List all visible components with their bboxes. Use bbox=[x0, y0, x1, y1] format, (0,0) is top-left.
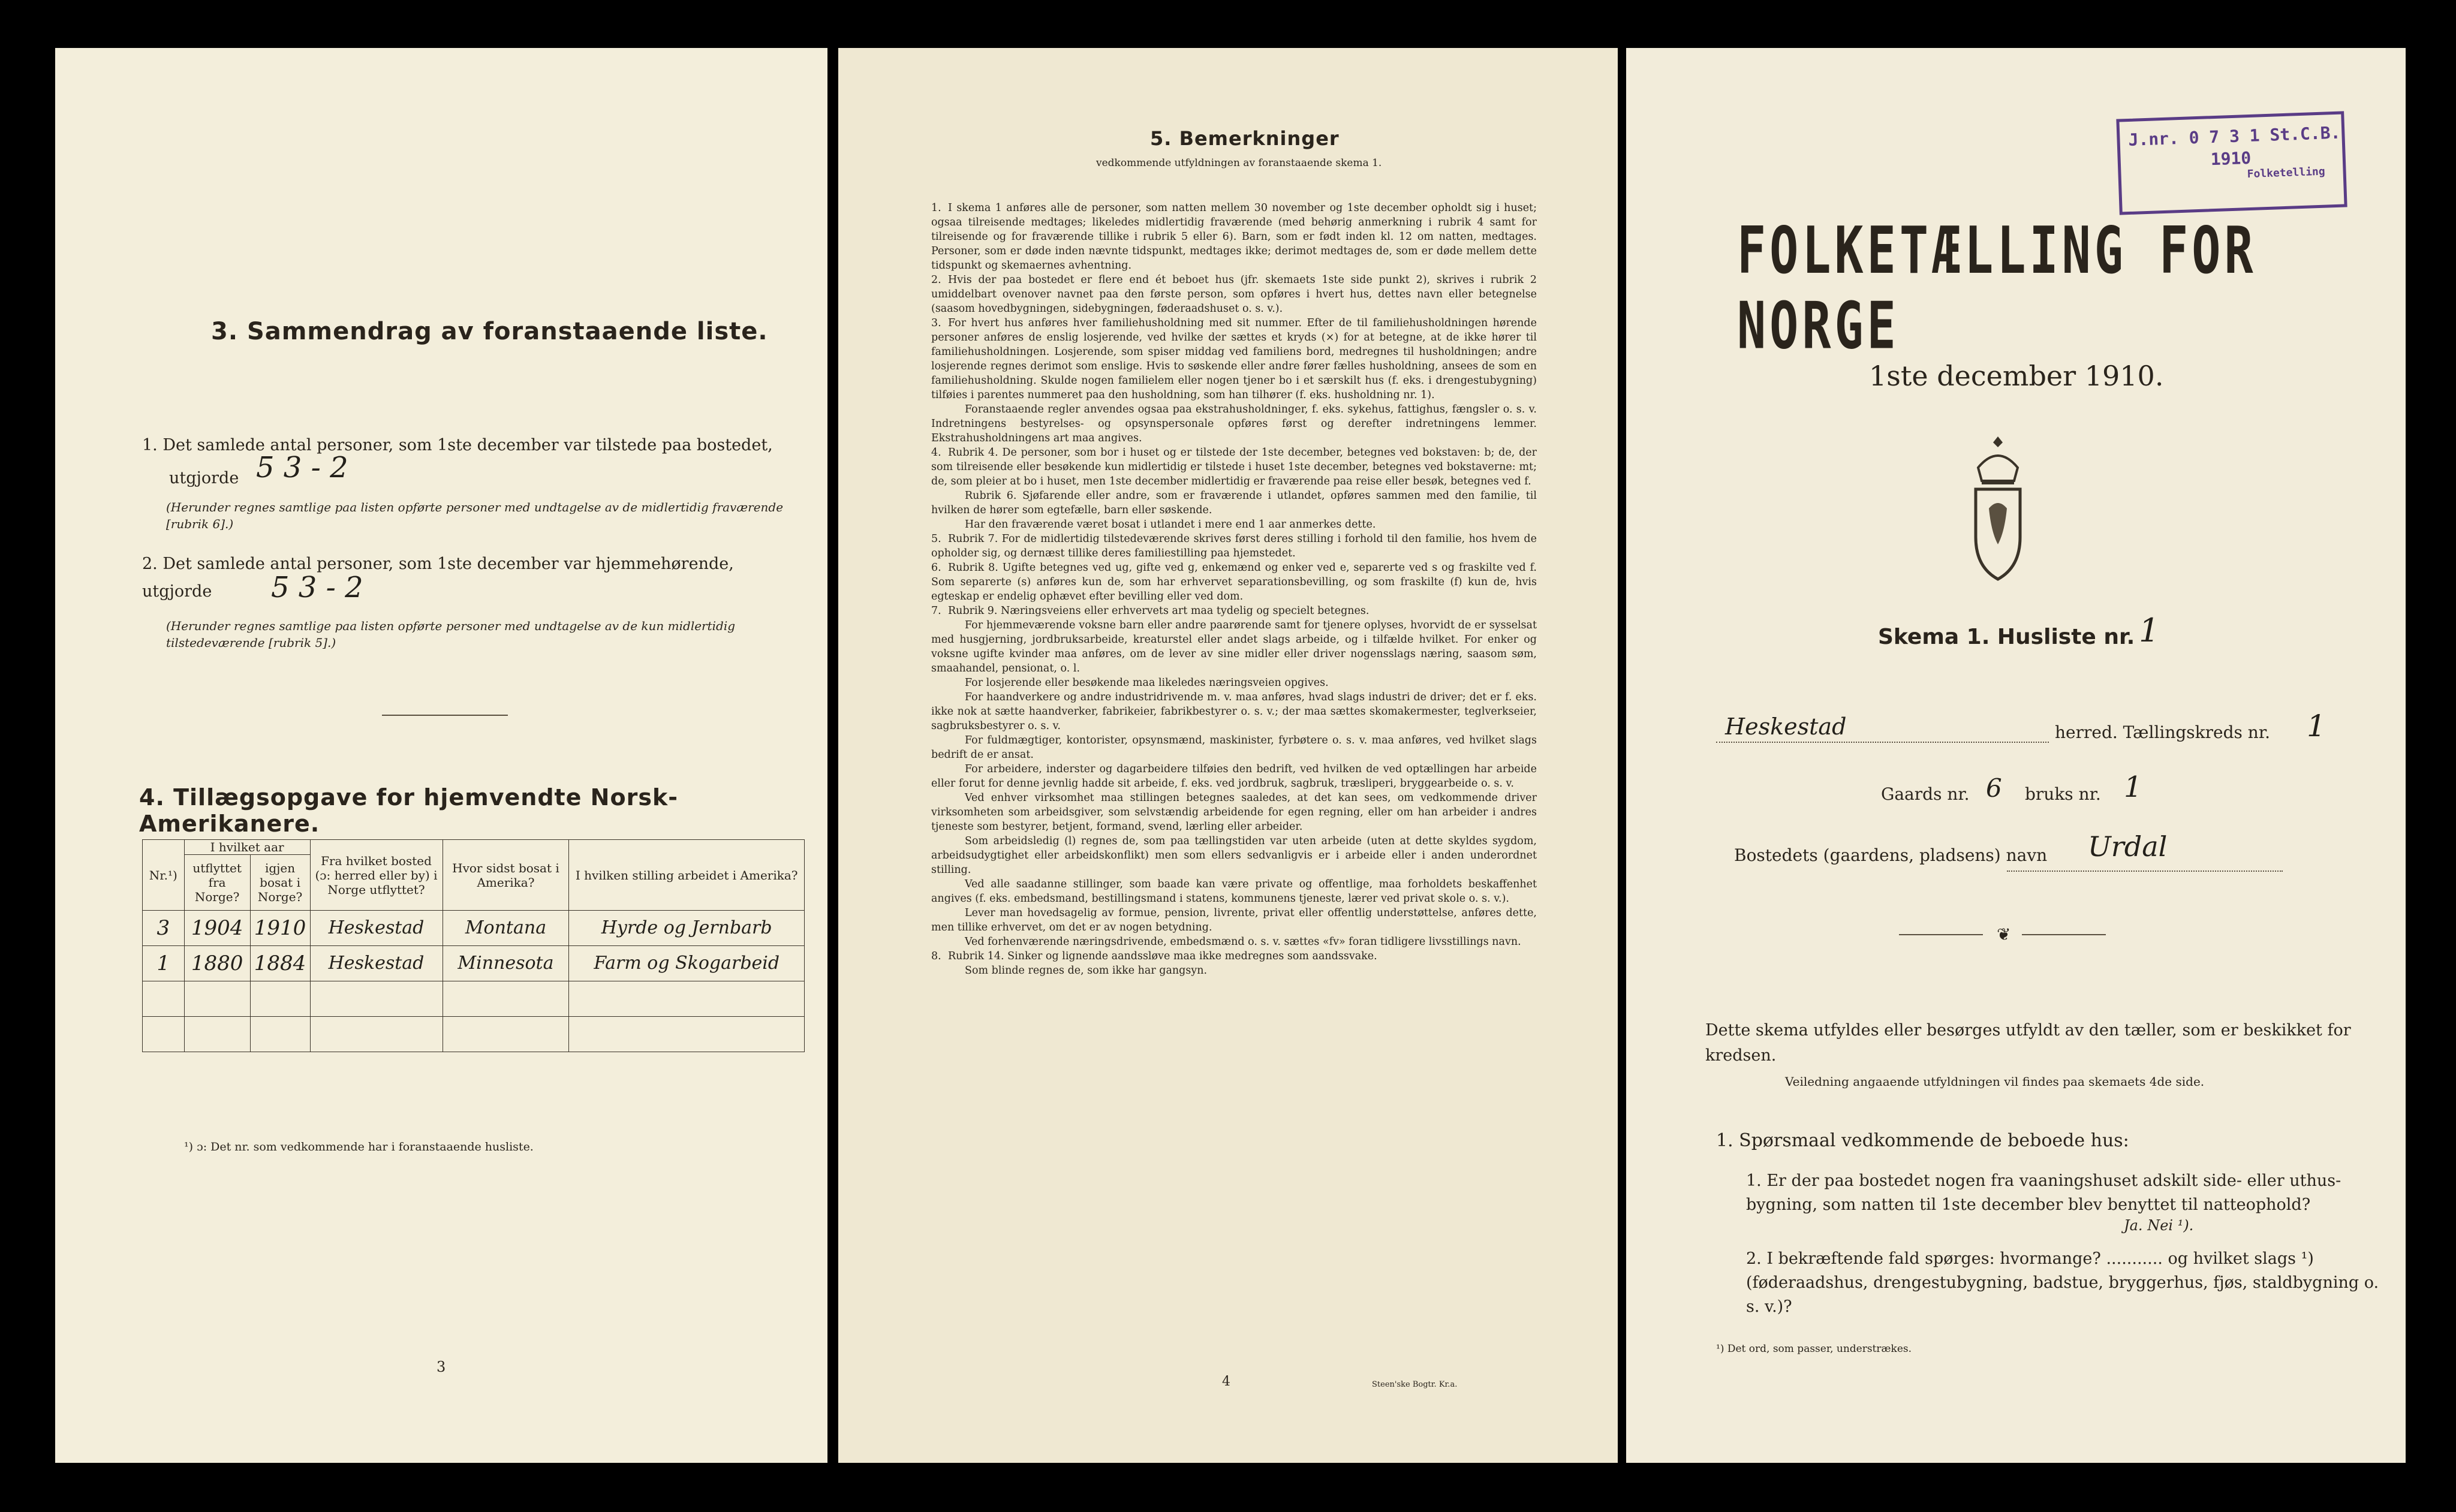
cell-igjen: 1910 bbox=[250, 911, 310, 946]
table-row bbox=[143, 946, 805, 981]
bemerkning-number: 4. bbox=[931, 447, 941, 459]
cell-igjen bbox=[250, 981, 310, 1017]
item1-utgjorde: utgjorde bbox=[169, 469, 239, 487]
bemerkning-item bbox=[931, 963, 1537, 978]
table-row bbox=[143, 911, 805, 946]
bemerkninger-title: 5. Bemerkninger bbox=[1150, 127, 1340, 150]
cell-igjen bbox=[250, 1017, 310, 1052]
page-4 bbox=[838, 48, 1618, 1463]
bosted-label: Bostedets (gaardens, pladsens) navn bbox=[1734, 845, 2048, 865]
bemerkning-text: I skema 1 anføres alle de personer, som natten mellem 30 november og 1ste december opholdt sig i huset; ogsaa tilreisende medtages; likeledes midlertidig fraværende (med behørig anmerkning i rubrik 4 samt for tilreisende og for fraværende tillike i rubrik 5 eller 6). Barn, som er født inden kl. 12 om natten, medtages. Personer, som er døde inden nævnte tidspunkt, medtages ikke; derimot medtages de, som er døde mellem dette tidspunkt og skemaernes avhentning. bbox=[931, 202, 1537, 272]
question-1: 1. Er der paa bostedet nogen fra vaaningshuset adskilt side- eller uthus-bygning, som natten til 1ste december blev benyttet til natteophold? bbox=[1746, 1171, 2341, 1214]
bemerkning-item bbox=[931, 316, 1537, 402]
bemerkning-text: For arbeidere, inderster og dagarbeidere tilføies den bedrift, ved hvilken de ved optællingen har arbeide eller forut for denne jevnlig hadde sit arbeide, f. eks. ved jordbruk, sagbruk, træsliperi, bryggearbeide o. s. v. bbox=[931, 763, 1537, 790]
col-i-hvilket-aar: I hvilket aar bbox=[184, 840, 310, 855]
bemerkning-text: For fuldmægtiger, kontorister, opsynsmænd, maskinister, fyrbøtere o. s. v. maa anføres, ved hvilket slags bedrift de er ansat. bbox=[931, 734, 1537, 761]
question-1-answer: Ja. Nei ¹). bbox=[2124, 1217, 2194, 1234]
coat-of-arms-icon bbox=[1965, 432, 2031, 588]
bemerkning-text: For hvert hus anføres hver familiehusholdning med sit nummer. Efter de til familiehusholdningen hørende personer anføres de enslig losjerende, ved hvilke der sættes et kryds (×) for at betegne, at de ikke hører til familiehusholdningen. Losjerende, som spiser middag ved familiens bord, medregnes til husholdningen; andre losjerende regnes derimot som enslige. Hvis to søskende eller andre fører fælles husholdning, ansees de som en familiehusholdning. Skulde nogen familielem eller nogen tjener bo i et særskilt hus (f. eks. i drengestubygning) tilføies i parentes nummeret paa den husholdning, som han tilhører (f. eks. husholdning nr. 1). bbox=[931, 317, 1537, 401]
bemerkning-text: Ved enhver virksomhet maa stillingen betegnes saaledes, at det kan sees, om vedkommende driver virksomheten som arbeidsgiver, som selvstændig arbeidende for egen regning, eller om han arbeider i andres tjeneste som bestyrer, betjent, formand, svend, lærling eller arbeider. bbox=[931, 792, 1537, 833]
bemerkning-item bbox=[931, 935, 1537, 949]
col-nr: Nr.¹) bbox=[143, 840, 185, 911]
cell-nr: 3 bbox=[143, 911, 185, 946]
cell-utflyttet bbox=[184, 1017, 250, 1052]
ornament-icon: ❦ bbox=[1997, 924, 2011, 944]
cell-nr: 1 bbox=[143, 946, 185, 981]
stamp-line2: 1910 bbox=[2210, 147, 2252, 170]
question-2: 2. I bekræftende fald spørges: hvormange? ........... og hvilket slags ¹) (føderaadshus, drengestubygning, badstue, bryggerhus, fjøs, staldbygning o. s. v.)? bbox=[1746, 1249, 2379, 1316]
bosted-line bbox=[2007, 869, 2283, 872]
bemerkning-item bbox=[931, 676, 1537, 690]
bemerkning-text: Lever man hovedsagelig av formue, pension, livrente, privat eller offentlig understøttelse, anføres dette, men tillike erhvervet, om det er av nogen betydning. bbox=[931, 907, 1537, 933]
page-number: 4 bbox=[1222, 1374, 1230, 1389]
bemerkning-item bbox=[931, 762, 1537, 791]
herred-label: herred. Tællingskreds nr. bbox=[2055, 722, 2271, 742]
form-date: 1ste december 1910. bbox=[1869, 360, 2164, 392]
bemerkning-item bbox=[931, 618, 1537, 676]
cell-hvor: Minnesota bbox=[443, 946, 569, 981]
cell-fra: Heskestad bbox=[310, 911, 443, 946]
bemerkning-text: Som arbeidsledig (l) regnes de, som paa tællingstiden var uten arbeide (uten at dette skyldes sygdom, arbeidsudygtighet eller arbeidskonflikt) men som ellers sedvanligvis er i arbeide eller i anden underordnet stilling. bbox=[931, 835, 1537, 876]
bemerkning-item bbox=[931, 604, 1537, 618]
table-footnote: ¹) ɔ: Det nr. som vedkommende har i foranstaaende husliste. bbox=[184, 1140, 534, 1153]
bemerkning-text: For losjerende eller besøkende maa likeledes næringsveien opgives. bbox=[965, 677, 1329, 689]
bemerkning-item bbox=[931, 273, 1537, 316]
herred-value: Heskestad bbox=[1725, 713, 1847, 740]
cell-stilling: Farm og Skogarbeid bbox=[569, 946, 805, 981]
bemerkning-item bbox=[931, 532, 1537, 561]
questions-title: 1. Spørsmaal vedkommende de beboede hus: bbox=[1716, 1130, 2129, 1151]
bemerkning-item bbox=[931, 877, 1537, 906]
bruks-label: bruks nr. bbox=[2025, 784, 2101, 804]
item1-text: 1. Det samlede antal personer, som 1ste december var tilstede paa bostedet, bbox=[142, 436, 773, 454]
cell-nr bbox=[143, 981, 185, 1017]
table-row bbox=[143, 981, 805, 1017]
bemerkning-text: Rubrik 8. Ugifte betegnes ved ug, gifte ved g, enkemænd og enker ved e, separerte ved s og fraskilte ved f. Som separerte (s) anføres kun de, som har erhvervet separationsbevilling, og som fraskilte (f) kun de, hvis egteskap er endelig ophævet efter bevilling eller ved dom. bbox=[931, 562, 1537, 603]
skema-label: Skema 1. Husliste nr. bbox=[1878, 625, 2135, 649]
col-stilling: I hvilken stilling arbeidet i Amerika? bbox=[569, 840, 805, 911]
col-utflyttet: utflyttet fra Norge? bbox=[184, 855, 250, 911]
bemerkning-item bbox=[931, 517, 1537, 532]
bemerkning-text: Hvis der paa bostedet er flere end ét beboet hus (jfr. skemaets 1ste side punkt 2), skrives i rubrik 2 umiddelbart ovenover navnet paa den første person, som opføres i hvert hus, dettes navn eller betegnelse (saasom hovedbygningen, sidebygningen, føderaadshuset o. s. v.). bbox=[931, 274, 1537, 315]
item2-note: (Herunder regnes samtlige paa listen opførte personer med undtagelse av de kun midlertidig tilstedeværende [rubrik 5].) bbox=[166, 619, 736, 650]
cell-stilling: Hyrde og Jernbarb bbox=[569, 911, 805, 946]
stamp-line3: Folketelling bbox=[2247, 165, 2325, 181]
cell-hvor bbox=[443, 981, 569, 1017]
table-row bbox=[143, 1017, 805, 1052]
bemerkning-text: Ved forhenværende næringsdrivende, embedsmænd o. s. v. sættes «fv» foran tidligere livsstillings navn. bbox=[965, 936, 1521, 948]
bosted-value: Urdal bbox=[2088, 830, 2168, 863]
printer-imprint: Steen'ske Bogtr. Kr.a. bbox=[1372, 1380, 1458, 1389]
item2-text: 2. Det samlede antal personer, som 1ste december var hjemmehørende, utgjorde bbox=[142, 555, 734, 601]
form-title: FOLKETÆLLING FOR NORGE bbox=[1737, 213, 2257, 364]
col-fra-hvilket-bosted: Fra hvilket bosted (ɔ: herred eller by) i Norge utflyttet? bbox=[310, 840, 443, 911]
norsk-amerikanere-table bbox=[142, 839, 805, 1052]
bemerkning-item bbox=[931, 834, 1537, 877]
bemerkninger-subtitle: vedkommende utfyldningen av foranstaaende skema 1. bbox=[1096, 157, 1382, 169]
page-1 bbox=[1626, 48, 2406, 1463]
bemerkning-number: 3. bbox=[931, 317, 941, 329]
cell-fra bbox=[310, 981, 443, 1017]
cell-hvor: Montana bbox=[443, 911, 569, 946]
section3-title: 3. Sammendrag av foranstaaende liste. bbox=[211, 318, 768, 345]
col-hvor-sidst-bosat: Hvor sidst bosat i Amerika? bbox=[443, 840, 569, 911]
page-3 bbox=[55, 48, 827, 1463]
cell-hvor bbox=[443, 1017, 569, 1052]
item1-value: 5 3 - 2 bbox=[256, 451, 348, 484]
bemerkning-text: For hjemmeværende voksne barn eller andre paarørende samt for tjenere oplyses, hvorvidt de er sysselsat med husgjerning, jordbruksarbeide, kreaturstel eller andet slags arbeide, og i tilfælde hvilket. For enker og voksne ugifte kvinder maa anføres, om de lever av sine midler eller driver nogensslags næring, saasom søm, smaahandel, pensionat, o. l. bbox=[931, 619, 1537, 674]
footnote: ¹) Det ord, som passer, understrækes. bbox=[1716, 1343, 1912, 1355]
ornament-divider-left bbox=[1899, 934, 1983, 935]
ornament-divider-right bbox=[2022, 934, 2106, 935]
bemerkning-number: 2. bbox=[931, 274, 941, 286]
bemerkning-text: Foranstaaende regler anvendes ogsaa paa ekstrahusholdninger, f. eks. sykehus, fattighus, fængsler o. s. v. Indretningens bestyrelses- og opsynspersonale opføres først og derefter indretningens lemmer. Ekstrahusholdningens art maa angives. bbox=[931, 403, 1537, 444]
bemerkning-number: 8. bbox=[931, 950, 941, 962]
bemerkning-number: 6. bbox=[931, 562, 941, 574]
bemerkning-item bbox=[931, 489, 1537, 517]
bruks-nr: 1 bbox=[2124, 770, 2142, 804]
cell-utflyttet: 1904 bbox=[184, 911, 250, 946]
col-igjen-bosat: igjen bosat i Norge? bbox=[250, 855, 310, 911]
bemerkning-number: 7. bbox=[931, 605, 941, 617]
bemerkning-text: For haandverkere og andre industridrivende m. v. maa anføres, hvad slags industri de driver; det er f. eks. ikke nok at sætte haandverker, fabrikeier, fabrikbestyrer o. s. v.; der maa sættes skomakermester, teglverkseier, sagbruksbestyrer o. s. v. bbox=[931, 691, 1537, 732]
cell-nr bbox=[143, 1017, 185, 1052]
divider bbox=[382, 715, 508, 716]
bemerkning-item bbox=[931, 949, 1537, 963]
veiledning-text: Veiledning angaaende utfyldningen vil findes paa skemaets 4de side. bbox=[1785, 1074, 2205, 1089]
gaards-nr: 6 bbox=[1986, 773, 2002, 803]
stamp-line1: J.nr. 0 7 3 1 St.C.B. bbox=[2127, 122, 2341, 150]
herred-line bbox=[1716, 740, 2049, 743]
bemerkning-text: Rubrik 14. Sinker og lignende aandssløve maa ikke medregnes som aandssvake. bbox=[948, 950, 1377, 962]
bemerkning-text: Har den fraværende været bosat i utlandet i mere end 1 aar anmerkes dette. bbox=[965, 519, 1376, 531]
archive-stamp bbox=[2116, 111, 2347, 215]
cell-utflyttet bbox=[184, 981, 250, 1017]
cell-igjen: 1884 bbox=[250, 946, 310, 981]
bemerkning-item bbox=[931, 561, 1537, 604]
item2-value: 5 3 - 2 bbox=[271, 571, 363, 604]
bemerkning-text: Rubrik 7. For de midlertidig tilstedeværende skrives først deres stilling i forhold til den familie, hos hvem de opholder sig, og dernæst tillike deres familiestilling paa hjemstedet. bbox=[931, 533, 1537, 559]
instruction-text: Dette skema utfyldes eller besørges utfyldt av den tæller, som er beskikket for kredsen. bbox=[1705, 1021, 2351, 1065]
bemerkninger-list bbox=[931, 201, 1537, 978]
cell-fra bbox=[310, 1017, 443, 1052]
page-number: 3 bbox=[437, 1359, 446, 1375]
gaards-label: Gaards nr. bbox=[1881, 784, 1970, 804]
bemerkning-text: Rubrik 6. Sjøfarende eller andre, som er fraværende i utlandet, opføres sammen med den familie, til hvilken de hører som egtefælle, barn eller søskende. bbox=[931, 490, 1537, 516]
bemerkning-text: Som blinde regnes de, som ikke har gangsyn. bbox=[965, 965, 1208, 977]
bemerkning-text: Rubrik 9. Næringsveiens eller erhvervets art maa tydelig og specielt betegnes. bbox=[948, 605, 1370, 617]
cell-fra: Heskestad bbox=[310, 946, 443, 981]
bemerkning-item bbox=[931, 201, 1537, 273]
bemerkning-item bbox=[931, 733, 1537, 762]
husliste-nr: 1 bbox=[2139, 612, 2160, 649]
item1-note: (Herunder regnes samtlige paa listen opførte personer med undtagelse av de midlertidig fraværende [rubrik 6].) bbox=[166, 500, 784, 531]
bemerkning-item bbox=[931, 906, 1537, 935]
cell-stilling bbox=[569, 981, 805, 1017]
bemerkning-item bbox=[931, 791, 1537, 834]
bemerkning-text: Ved alle saadanne stillinger, som baade kan være private og offentlige, maa forholdets beskaffenhet angives (f. eks. embedsmand, bestillingsmand i statens, kommunens tjeneste, lærer ved privat skole o. s. v.). bbox=[931, 878, 1537, 905]
bemerkning-item bbox=[931, 690, 1537, 733]
kreds-nr: 1 bbox=[2307, 709, 2326, 743]
cell-utflyttet: 1880 bbox=[184, 946, 250, 981]
bemerkning-number: 5. bbox=[931, 533, 941, 545]
bemerkning-item bbox=[931, 445, 1537, 489]
bemerkning-item bbox=[931, 402, 1537, 445]
bemerkning-text: Rubrik 4. De personer, som bor i huset og er tilstede der 1ste december, betegnes ved bokstaven: b; de, der som tilreisende eller besøkende kun midlertidig er tilstede i huset 1ste december, betegnes ved bokstaverne: mt; de, som pleier at bo i huset, men 1ste december midlertidig er fraværende paa reise eller besøk, betegnes ved f. bbox=[931, 447, 1537, 487]
section4-title: 4. Tillægsopgave for hjemvendte Norsk-Amerikanere. bbox=[139, 784, 678, 837]
bemerkning-number: 1. bbox=[931, 202, 941, 214]
cell-stilling bbox=[569, 1017, 805, 1052]
